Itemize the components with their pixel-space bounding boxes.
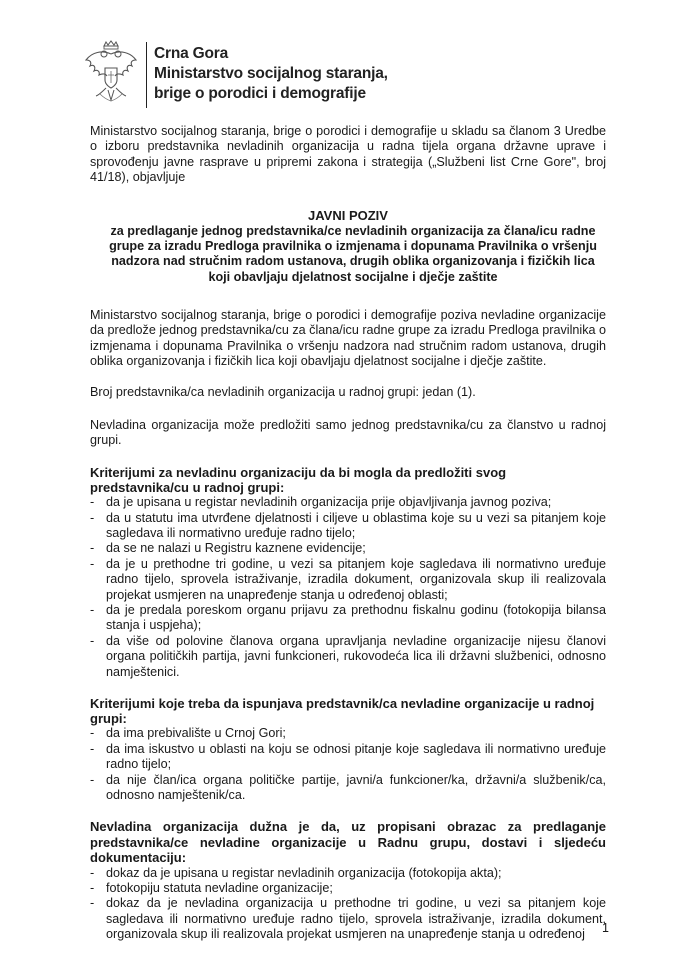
list-item: - da je u prethodne tri godine, u vezi sa pitanjem koje sagledava ili normativno uređuje radno tijelo, sprovela istraživanje, izradila dokument, organizovala skup ili realizovala projekat usmjeren na unapređenje stanja u određenoj oblasti; [90,557,606,603]
list-item: - da više od polovine članova organa upravljanja nevladine organizacije nijesu članovi organa političkih partija, javni funkcioneri, rukovodeća lica ili državni službenici, odnosno namještenici. [90,634,606,680]
country-name: Crna Gora [154,45,228,62]
intro-paragraph: Ministarstvo socijalnog staranja, brige o porodici i demografije u skladu sa članom 3 Uredbe o izboru predstavnika nevladinih organizacija u radna tijela organa državne uprave i sprovođenju javne rasprave u pripremi zakona i strategija („Službeni list Crne Gore", broj 41/18), objavljuje [90,124,606,185]
list-item: - dokaz da je upisana u registar nevladinih organizacija (fotokopija akta); [90,866,606,881]
list-item: - da se ne nalazi u Registru kaznene evidencije; [90,541,606,556]
page-number: 1 [602,921,609,935]
list-item: - da u statutu ima utvrđene djelatnosti i ciljeve u oblastima koje su u vezi sa pitanjem koje sagledava ili normativno uređuje radno tijelo; [90,511,606,542]
list-item: - da je predala poreskom organu prijavu za prethodnu fiskalnu godinu (fotokopija bilansa stanja i uspjeha); [90,603,606,634]
coat-of-arms-icon [82,40,140,104]
letterhead-divider [146,42,147,108]
list-item: - da ima iskustvo u oblasti na koju se odnosi pitanje koje sagledava ili normativno uređuje radno tijelo; [90,742,606,773]
list-item: - da ima prebivalište u Crnoj Gori; [90,726,606,741]
single-representative-note: Nevladina organizacija može predložiti samo jednog predstavnika/cu za članstvo u radnoj grupi. [90,417,606,448]
call-heading: JAVNI POZIV [308,207,388,223]
institution-name [154,44,388,104]
ngo-criteria-list [90,495,606,680]
document-body [90,124,606,943]
ngo-criteria-heading: Kriterijumi za nevladinu organizaciju da bi mogla da predložiti svog predstavnika/cu u radnoj grupi: [90,464,507,495]
list-item: - da je upisana u registar nevladinih organizacija prije objavljivanja javnog poziva; [90,495,606,510]
representatives-count: Broj predstavnika/ca nevladinih organizacija u radnoj grupi: jedan (1). [90,385,476,400]
ministry-name-line1: Ministarstvo socijalnog staranja, [154,65,388,82]
call-subheading: za predlaganje jednog predstavnika/ce nevladinih organizacija za člana/icu radne grupe za izradu Predloga pravilnika o izmjenama i dopunama Pravilnika o vršenju nadzora nad stručnim radom ustanova, drugih oblika organizovanja i fizičkih lica koji obavljaju djelatnost socijalne i dječje zaštite [109,224,597,284]
documentation-section [90,819,606,942]
call-paragraph: Ministarstvo socijalnog staranja, brige o porodici i demografije poziva nevladine organizacije da predlože jednog predstavnika/cu za člana/icu radne grupe za izradu Predloga pravilnika o izmjenama i dopunama Pravilnika o vršenju nadzora nad stručnim radom ustanova, drugih oblika organizovanja i fizičkih lica koji obavljaju djelatnost socijalne i dječje zaštite. [90,307,606,369]
ministry-name-line2: brige o porodici i demografije [154,85,366,102]
documentation-list [90,866,606,943]
representative-criteria-list [90,726,606,803]
call-title [90,208,606,285]
documentation-heading: Nevladina organizacija dužna je da, uz propisani obrazac za predlaganje predstavnika/ce nevladine organizacije u Radnu grupu, dostavi i sljedeću dokumentaciju: [90,819,606,866]
representative-criteria-heading: Kriterijumi koje treba da ispunjava predstavnik/ca nevladine organizacije u radnoj grupi: [90,695,595,727]
list-item: - fotokopiju statuta nevladine organizacije; [90,881,606,896]
list-item: - da nije član/ica organa političke partije, javni/a funkcioner/ka, državni/a službenik/ca, odnosno namještenik/ca. [90,773,606,804]
list-item: - dokaz da je nevladina organizacija u prethodne tri godine, u vezi sa pitanjem koje sagledava ili normativno uređuje radno tijelo, sprovela istraživanje, izradila dokument, organizovala skup ili realizovala projekat usmjeren na unapređenje stanja u određenoj [90,896,606,942]
